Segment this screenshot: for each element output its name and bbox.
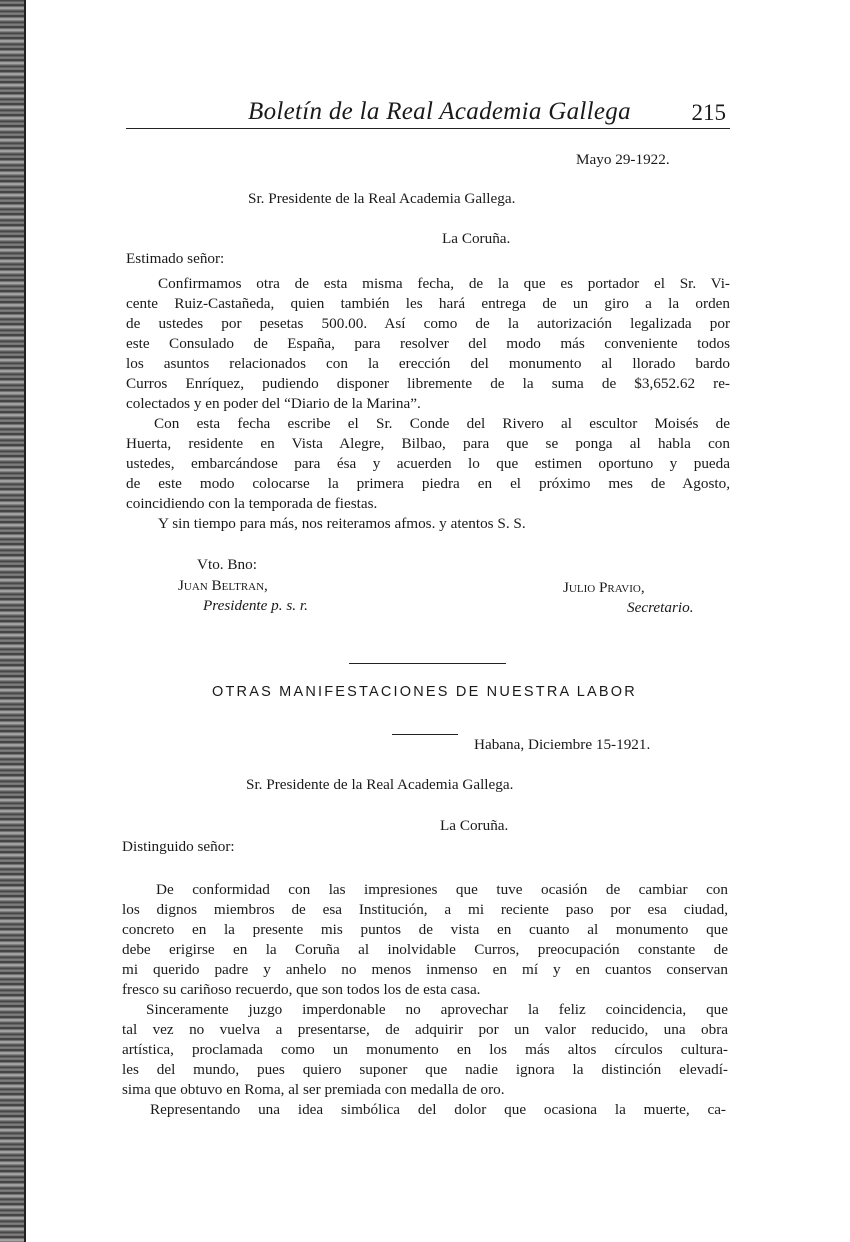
letter2-body-line: les del mundo, pues quiero suponer que nadie ignora la distinción elevadí- bbox=[122, 1061, 728, 1078]
letter2-body-line: fresco su cariñoso recuerdo, que son todos los de esta casa. bbox=[122, 981, 481, 998]
letter1-signer2-title: Secretario. bbox=[627, 599, 694, 616]
letter2-body-line: los dignos miembros de esa Institución, a mi reciente paso por esa ciudad, bbox=[122, 901, 728, 918]
letter2-city: La Coruña. bbox=[440, 817, 509, 834]
letter1-signer1-title: Presidente p. s. r. bbox=[203, 597, 308, 614]
letter2-body-line: mi querido padre y anhelo no menos inmenso en mí y en cuantos conservan bbox=[122, 961, 728, 978]
letter1-recipient: Sr. Presidente de la Real Academia Gallega. bbox=[248, 190, 516, 207]
letter1-city: La Coruña. bbox=[442, 230, 511, 247]
letter1-body-line: de este modo colocarse la primera piedra en el próximo mes de Agosto, bbox=[126, 475, 730, 492]
letter1-date: Mayo 29-1922. bbox=[576, 151, 670, 168]
book-binding-edge bbox=[0, 0, 24, 1242]
letter2-salutation: Distinguido señor: bbox=[122, 838, 235, 855]
page-header bbox=[126, 96, 730, 129]
letter1-body-line: cente Ruiz-Castañeda, quien también les hará entrega de un giro a la orden bbox=[126, 295, 730, 312]
letter2-date: Habana, Diciembre 15-1921. bbox=[474, 736, 651, 753]
letter2-body-line: tal vez no vuelva a presentarse, de adquirir por un valor reducido, una obra bbox=[122, 1021, 728, 1038]
letter1-body-line: Curros Enríquez, pudiendo disponer libremente de la suma de $3,652.62 re- bbox=[126, 375, 730, 392]
letter1-signer2-name: Julio Pravio, bbox=[563, 579, 645, 596]
letter2-body-line: concreto en la presente mis puntos de vista en cuanto al monumento que bbox=[122, 921, 728, 938]
letter2-body-line: sima que obtuvo en Roma, al ser premiada con medalla de oro. bbox=[122, 1081, 505, 1098]
sub-divider bbox=[392, 734, 458, 735]
letter2-recipient: Sr. Presidente de la Real Academia Gallega. bbox=[246, 776, 514, 793]
letter1-approval: Vto. Bno: bbox=[197, 556, 257, 573]
letter1-signer1-name: Juan Beltran, bbox=[178, 577, 268, 594]
section-divider bbox=[349, 663, 506, 664]
letter1-body-line: coincidiendo con la temporada de fiestas. bbox=[126, 495, 378, 512]
letter1-body-line: Con esta fecha escribe el Sr. Conde del Rivero al escultor Moisés de bbox=[154, 415, 730, 432]
section-heading: OTRAS MANIFESTACIONES DE NUESTRA LABOR bbox=[212, 684, 637, 700]
letter2-body-line: De conformidad con las impresiones que tuve ocasión de cambiar con bbox=[156, 881, 728, 898]
letter1-body-line: Y sin tiempo para más, nos reiteramos afmos. y atentos S. S. bbox=[158, 515, 526, 532]
letter2-body-line: Sinceramente juzgo imperdonable no aprovechar la feliz coincidencia, que bbox=[146, 1001, 728, 1018]
letter1-body-line: de ustedes por pesetas 500.00. Así como de la autorización legalizada por bbox=[126, 315, 730, 332]
letter1-salutation: Estimado señor: bbox=[126, 250, 225, 267]
letter2-body-line: Representando una idea simbólica del dolor que ocasiona la muerte, ca- bbox=[150, 1101, 726, 1118]
letter2-body-line: artística, proclamada como un monumento en los más altos círculos cultura- bbox=[122, 1041, 728, 1058]
letter1-body-line: este Consulado de España, para resolver del modo más conveniente todos bbox=[126, 335, 730, 352]
journal-title: Boletín de la Real Academia Gallega bbox=[248, 98, 631, 125]
letter1-body-line: Confirmamos otra de esta misma fecha, de la que es portador el Sr. Vi- bbox=[158, 275, 730, 292]
letter1-body-line: ustedes, embarcándose para ésa y acuerden lo que estimen oportuno y pueda bbox=[126, 455, 730, 472]
letter1-body-line: colectados y en poder del “Diario de la Marina”. bbox=[126, 395, 421, 412]
page-number: 215 bbox=[691, 100, 726, 125]
letter1-body-line: Huerta, residente en Vista Alegre, Bilbao, para que se ponga al habla con bbox=[126, 435, 730, 452]
letter2-body-line: debe erigirse en la Coruña al inolvidable Curros, preocupación constante de bbox=[122, 941, 728, 958]
letter1-body-line: los asuntos relacionados con la erección del monumento al llorado bardo bbox=[126, 355, 730, 372]
